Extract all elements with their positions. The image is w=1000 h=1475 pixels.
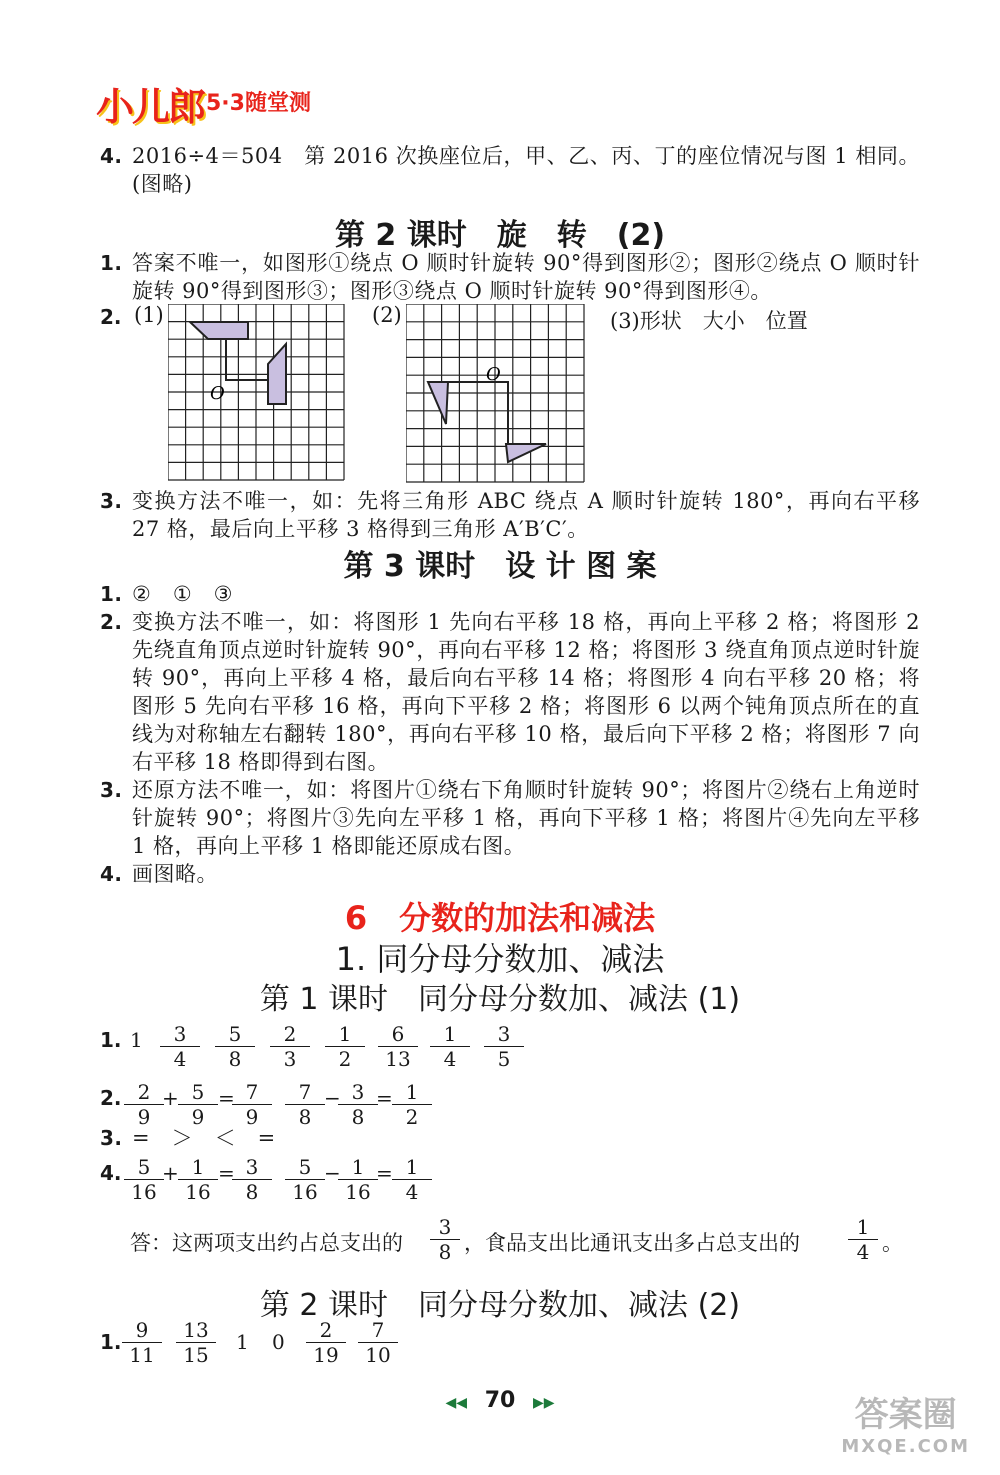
s3-question-1: [100, 580, 920, 608]
shape-rotated-2: [268, 344, 286, 404]
fraction: $\frac{1}{4}$: [430, 1022, 470, 1071]
shape-rotated-1: [190, 322, 248, 339]
section-heading-design: 第 3 课时 设 计 图 案: [343, 549, 657, 584]
answer-text-end: 。: [882, 1231, 903, 1255]
question-number: 4.: [100, 144, 123, 168]
question-number: 2.: [100, 1086, 122, 1110]
grid-answer-3: (3)形状 大小 位置: [610, 309, 808, 333]
question-text: 变换方法不唯一，如：先将三角形 ABC 绕点 A 顺时针旋转 180°，再向右平移 27 格，最后向上平移 3 格得到三角形 A′B′C′。: [132, 489, 920, 541]
fraction: $\frac{5}{9}$: [178, 1080, 218, 1129]
fraction: $\frac{5}{8}$: [215, 1022, 255, 1071]
value: 1: [236, 1330, 249, 1354]
unit6-question-4: [100, 1155, 920, 1205]
grid-label-1: (1): [134, 303, 164, 327]
shape-rotated-4: [506, 444, 546, 462]
unit6-question-1: [100, 1022, 920, 1072]
s3-question-4: [100, 860, 920, 888]
lesson-2-heading: 第 2 课时 同分母分数加、减法 (2): [259, 1288, 741, 1323]
question-text: 答案不唯一，如图形①绕点 O 顺时针旋转 90°得到图形②；图形②绕点 O 顺时针旋转 90°得到图形③；图形③绕点 O 顺时针旋转 90°得到图形④。: [132, 251, 920, 303]
fraction: $\frac{3}{8}$: [338, 1080, 378, 1129]
plus-sign: +: [162, 1086, 179, 1110]
origin-label: O: [210, 383, 225, 404]
question-text: 画图略。: [132, 862, 218, 886]
value: 1: [130, 1028, 143, 1052]
fraction: $\frac{2}{9}$: [124, 1080, 164, 1129]
fraction: $\frac{3}{4}$: [160, 1022, 200, 1071]
value: 0: [272, 1330, 285, 1354]
fraction: $\frac{13}{15}$: [176, 1318, 216, 1367]
s2-question-3: [100, 487, 920, 543]
arrow-right-icon: ▶▶: [532, 1395, 555, 1411]
unit-title: 6 分数的加法和减法: [344, 899, 656, 937]
fraction: $\frac{7}{9}$: [232, 1080, 272, 1129]
equals-sign: =: [218, 1161, 235, 1185]
unit6-question-2: [100, 1080, 920, 1130]
series-title: 5·3随堂测: [206, 91, 311, 116]
question-number: 1.: [100, 582, 123, 606]
answer-text-1: 答：这两项支出约占总支出的: [130, 1231, 403, 1255]
lesson2-question-1: [100, 1318, 920, 1370]
question-number: 2.: [100, 610, 123, 634]
fraction: $\frac{7}{10}$: [358, 1318, 398, 1367]
shape-rotated-3: [428, 382, 448, 424]
fraction: $\frac{5}{16}$: [124, 1155, 164, 1204]
fraction: $\frac{1}{16}$: [338, 1155, 378, 1204]
s2-question-1: [100, 249, 920, 305]
unit6-question-3: [100, 1124, 920, 1152]
watermark-top: 答案圈: [854, 1395, 957, 1435]
equals-sign: =: [376, 1161, 393, 1185]
question-number: 3.: [100, 1126, 123, 1150]
fraction: $\frac{9}{11}$: [122, 1318, 162, 1367]
fraction: $\frac{1}{4}$: [848, 1215, 878, 1264]
s3-question-3: [100, 776, 920, 860]
question-text: 2016÷4＝504 第 2016 次换座位后，甲、乙、丙、丁的座位情况与图 1 相同。(图略): [132, 144, 920, 196]
equals-sign: =: [218, 1086, 235, 1110]
fraction: $\frac{3}{5}$: [484, 1022, 524, 1071]
s3-question-2: [100, 608, 920, 776]
equals-sign: =: [376, 1086, 393, 1110]
grid-lines: [168, 304, 344, 480]
watermark: [841, 1387, 970, 1457]
answer-text-2: ，食品支出比通讯支出多占总支出的: [464, 1231, 800, 1255]
arrow-left-icon: ◀◀: [445, 1395, 468, 1411]
fraction: $\frac{3}{8}$: [430, 1215, 460, 1264]
question-number: 4.: [100, 862, 123, 886]
minus-sign: −: [324, 1086, 341, 1110]
grid-figure-1: [168, 304, 348, 484]
question-text: = ＞ ＜ =: [132, 1126, 276, 1150]
section-heading-rotation-2: 第 2 课时 旋 转 (2): [334, 218, 666, 253]
question-number: 1.: [100, 1028, 122, 1052]
fraction: $\frac{1}{2}$: [392, 1080, 432, 1129]
question-number: 2.: [100, 305, 122, 329]
brand-logo: 小儿郎: [96, 85, 205, 129]
origin-label: O: [486, 364, 501, 385]
question-number: 1.: [100, 251, 123, 275]
plus-sign: +: [162, 1161, 179, 1185]
question-number: 3.: [100, 778, 123, 802]
fraction: $\frac{7}{8}$: [285, 1080, 325, 1129]
minus-sign: −: [324, 1161, 341, 1185]
question-text: 还原方法不唯一，如：将图片①绕右下角顺时针旋转 90°；将图片②绕右上角逆时针旋转 90°；将图片③先向左平移 1 格，再向下平移 1 格；将图片④先向左平移 1 格，再向上平移 1 格即能还原成右图。: [132, 778, 920, 858]
fraction: $\frac{1}{4}$: [392, 1155, 432, 1204]
page-number-value: 70: [484, 1388, 516, 1413]
question-4-top: [100, 142, 920, 198]
watermark-bottom: MXQE.COM: [841, 1436, 970, 1457]
fraction: $\frac{2}{3}$: [270, 1022, 310, 1071]
grid-figure-2: [406, 304, 588, 484]
question-number: 3.: [100, 489, 123, 513]
fraction: $\frac{5}{16}$: [285, 1155, 325, 1204]
rotation-arms: [442, 382, 508, 444]
fraction: $\frac{2}{19}$: [306, 1318, 346, 1367]
fraction: $\frac{6}{13}$: [378, 1022, 418, 1071]
unit-subtitle: 1. 同分母分数加、减法: [335, 940, 665, 978]
fraction: $\frac{1}{2}$: [325, 1022, 365, 1071]
unit6-q4-answer: [130, 1215, 920, 1267]
question-number: 4.: [100, 1161, 122, 1185]
question-number: 1.: [100, 1330, 122, 1354]
grid-label-2: (2): [372, 303, 402, 327]
question-text: 变换方法不唯一，如：将图形 1 先向右平移 18 格，再向上平移 2 格；将图形 2 先绕直角顶点逆时针旋转 90°，再向右平移 12 格；将图形 3 绕直角顶点逆时针旋转 90°，再向上平移 4 格，最后向右平移 14 格；将图形 4 向右平移 20 格；将图形 5 先向右平移 16 格，再向下平移 2 格；将图形 6 以两个钝角顶点所在的直线为对称轴左右翻转 180°，再向右平移 10 格，最后向下平移 2 格；将图形 7 向右平移 18 格即得到右图。: [132, 610, 920, 774]
lesson-1-heading: 第 1 课时 同分母分数加、减法 (1): [259, 982, 741, 1017]
fraction: $\frac{1}{16}$: [178, 1155, 218, 1204]
question-text: ② ① ③: [132, 582, 233, 606]
fraction: $\frac{3}{8}$: [232, 1155, 272, 1204]
